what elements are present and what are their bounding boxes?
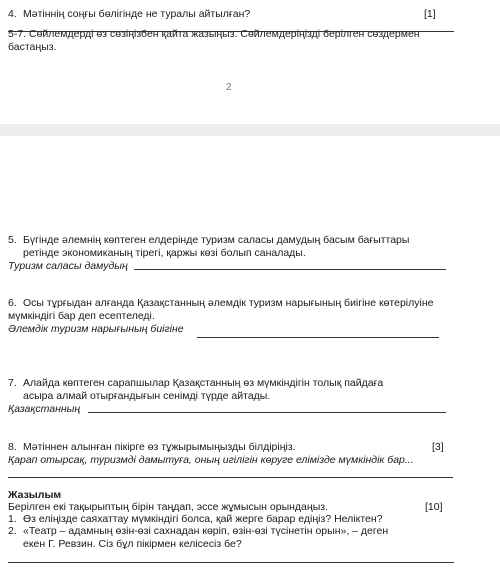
answer-line [134, 269, 446, 270]
answer-prompt: Туризм саласы дамудың [8, 260, 128, 272]
question-number: 5. [8, 234, 17, 246]
question-5 [8, 234, 478, 273]
question-text: мүмкіндігі бар деп есептеледі. [8, 310, 155, 322]
topic-text: Өз еліңізде саяхаттау мүмкіндігі болса, қай жерге барар едіңіз? Неліктен? [23, 513, 383, 525]
question-4-marks: [1] [424, 8, 436, 20]
question-7 [8, 377, 478, 416]
answer-prompt: Әлемдік туризм нарығының биігіне [8, 323, 184, 335]
topic-text: «Театр – адамның өзін-өзі сахнадан көріп, өзін-өзі түсінетін орын», – деген [23, 525, 389, 537]
section-heading: Жазылым [8, 489, 62, 501]
question-text: ретінде экономиканың тірегі, қаржы көзі болып саналады. [23, 247, 306, 259]
topic-text: екен Г. Ревзин. Сіз бұл пікірмен келісесіз бе? [23, 538, 242, 550]
question-6 [8, 297, 488, 336]
question-text: Мәтіннің соңғы бөлігінде не туралы айтылған? [23, 8, 251, 20]
instruction-5-7 [8, 28, 420, 54]
question-number: 4. [8, 8, 17, 20]
essay-topic-2 [8, 525, 488, 551]
question-text: асыра алмай отырғандығын сенімді түрде айтады. [23, 390, 271, 402]
question-8 [8, 441, 296, 454]
answer-line [8, 562, 454, 563]
instruction-line: 5-7. Сөйлемдерді өз сөзіңізбен қайта жазыңыз. Сөйлемдеріңізді берілген сөздермен [8, 28, 420, 40]
question-4 [8, 8, 250, 21]
question-text: Алайда көптеген сарапшылар Қазақстанның өз мүмкіндігін толық пайдаға [23, 377, 384, 389]
answer-text: Қарап отырсақ, туризмді дамытуға, оның игілігін көруге елімізде мүмкіндік бар... [8, 454, 414, 466]
instruction-line: бастаңыз. [8, 41, 57, 53]
question-number: 7. [8, 377, 17, 389]
writing-instruction: Берілген екі тақырыптың бірін таңдап, эссе жұмысын орындаңыз. [8, 501, 328, 513]
question-text: Мәтіннен алынған пікірге өз тұжырымыңызды білдіріңіз. [23, 441, 296, 453]
answer-prompt: Қазақстанның [8, 403, 81, 415]
page-break [0, 124, 500, 136]
topic-number: 1. [8, 513, 17, 525]
question-number: 6. [8, 297, 17, 309]
answer-line [8, 477, 453, 478]
writing-marks: [10] [425, 501, 443, 513]
answer-line [197, 337, 439, 338]
question-8-marks: [3] [432, 441, 444, 453]
question-number: 8. [8, 441, 17, 453]
question-text: Осы тұрғыдан алғанда Қазақстанның әлемдік туризм нарығының биігіне көтерілуіне [23, 297, 434, 309]
topic-number: 2. [8, 525, 17, 537]
page-number: 2 [226, 82, 232, 93]
answer-line [88, 412, 446, 413]
question-text: Бүгінде әлемнің көптеген елдерінде туризм саласы дамудың басым бағыттары [23, 234, 410, 246]
